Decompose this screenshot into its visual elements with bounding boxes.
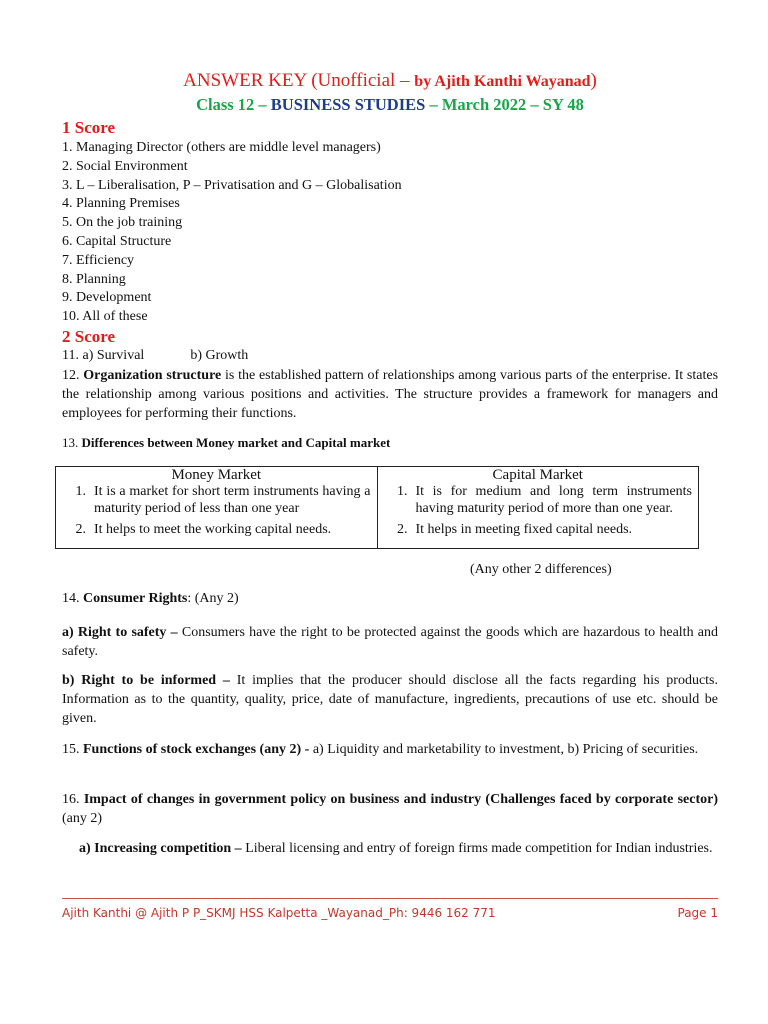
table-row [384,522,693,539]
answer-number: 16. [62,792,84,807]
list-item: 6. Capital Structure [62,233,172,249]
item-number: 2. [397,522,408,537]
answer-16-a-text: Liberal licensing and entry of foreign firms made competition for Indian industries. [241,841,713,856]
answer-12-term: Organization structure [83,368,222,383]
answer-14-b-term: b) Right to be informed – [62,673,230,688]
answer-11-a: 11. a) Survival [62,348,145,363]
question-13-title: Differences between Money market and Capital market [81,435,391,450]
capital-market-cell [377,484,699,548]
answer-number: 13. [62,435,82,450]
answer-number: 12. [62,368,84,383]
footer-divider [62,898,718,899]
item-text: It helps in meeting fixed capital needs. [415,522,633,537]
question-13-heading [62,435,390,451]
answer-14-b-text: It implies that the producer should disclose all the facts regarding his products. Information as to the quantity, quality, price, date of manufacture, ingredients, precautions of use etc. should be given. [62,673,718,726]
page-title [62,70,718,92]
subtitle-class: Class 12 – [196,95,271,114]
answer-16-note: (any 2) [62,811,103,826]
list-item: 3. L – Liberalisation, P – Privatisation and G – Globalisation [62,177,402,193]
item-number: 1. [397,484,408,499]
item-number: 2. [75,522,86,537]
answer-16-a [79,839,718,858]
answer-12 [62,366,718,423]
money-market-cell [56,484,378,548]
answer-14-a [62,623,718,661]
answer-12-text: is the established pattern of relationships among various parts of the enterprise. It states the relationship among various positions and activities. The structure provides a framework for managers and employees for performing their functions. [62,368,719,421]
answer-15-text: a) Liquidity and marketability to investment, b) Pricing of securities. [309,742,699,757]
title-author: by Ajith Kanthi Wayanad [414,73,591,90]
page-subtitle [62,95,718,115]
title-close: ) [590,70,597,91]
answer-11 [62,348,248,364]
section-heading-2-score: 2 Score [62,327,116,346]
answer-14-title: Consumer Rights [83,591,188,606]
answer-14-b [62,671,718,728]
answer-16-a-term: a) Increasing competition – [79,841,242,856]
list-item: 8. Planning [62,271,126,287]
table-header-capital: Capital Market [377,467,699,485]
item-text: It helps to meet the working capital needs. [94,522,332,537]
list-item: 9. Development [62,290,152,306]
footer-page-number: Page 1 [677,906,718,920]
table-note: (Any other 2 differences) [470,562,612,577]
table-header-money: Money Market [56,467,378,485]
answer-11-b: b) Growth [190,348,249,363]
answer-number: 15. [62,742,83,757]
answer-16 [62,790,718,828]
section-heading-1-score: 1 Score [62,118,116,137]
table-row [384,484,693,517]
answer-16-term: Impact of changes in government policy on business and industry (Challenges faced by corporate sector) [83,792,719,807]
footer-author: Ajith Kanthi @ Ajith P P_SKMJ HSS Kalpetta _Wayanad_Ph: 9446 162 771 [62,906,496,920]
answer-14-a-text: Consumers have the right to be protected against the goods which are hazardous to health and safety. [62,625,719,659]
answer-number: 14. [62,591,83,606]
item-text: It is a market for short term instruments having a maturity period of less than one year [94,484,371,516]
answer-14-heading [62,591,239,607]
answer-15 [62,740,718,759]
table-row [62,484,371,517]
answer-14-a-term: a) Right to safety – [62,625,178,640]
subtitle-subject: BUSINESS STUDIES [270,95,426,114]
table-row [62,522,371,539]
subtitle-exam: – March 2022 – SY 48 [425,95,584,114]
list-item: 2. Social Environment [62,158,188,174]
list-item: 1. Managing Director (others are middle level managers) [62,140,381,155]
list-item: 4. Planning Premises [62,196,180,212]
list-item: 10. All of these [62,309,148,325]
list-item: 5. On the job training [62,215,183,231]
answer-14-note: : (Any 2) [187,591,239,606]
answer-15-term: Functions of stock exchanges (any 2) - [83,742,310,757]
one-score-answers [62,139,402,327]
item-text: It is for medium and long term instruments having maturity period of more than one year. [415,484,692,516]
item-number: 1. [75,484,86,499]
comparison-table [55,466,699,549]
title-main: ANSWER KEY (Unofficial – [183,70,415,91]
list-item: 7. Efficiency [62,252,135,268]
